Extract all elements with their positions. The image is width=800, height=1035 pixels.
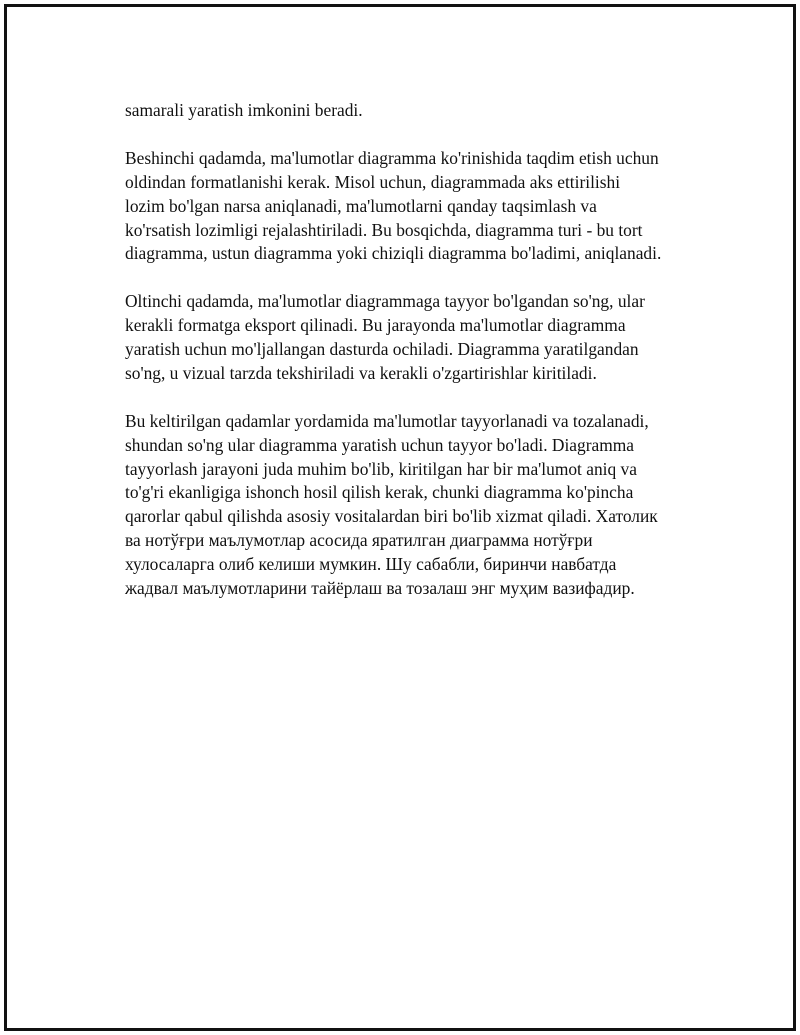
text-line: yaratish uchun mo'ljallangan dasturda ochiladi. Diagramma yaratilgandan [125,339,639,360]
text-line: Oltinchi qadamda, ma'lumotlar diagrammaga tayyor bo'lgandan so'ng, ular [125,291,645,312]
text-line: diagramma, ustun diagramma yoki chiziqli diagramma bo'ladimi, aniqlanadi. [125,243,662,264]
text-line: lozim bo'lgan narsa aniqlanadi, ma'lumotlarni qanday taqsimlash va [125,195,597,216]
text-line: kerakli formatga eksport qilinadi. Bu jarayonda ma'lumotlar diagramma [125,315,626,336]
text-line: shundan so'ng ular diagramma yaratish uchun tayyor bo'ladi. Diagramma [125,434,635,455]
text-line: tayyorlash jarayoni juda muhim bo'lib, kiritilgan har bir ma'lumot aniq va [125,458,637,479]
text-line: ko'rsatish lozimligi rejalashtiriladi. Bu bosqichda, diagramma turi - bu tort [125,219,643,240]
text-line: so'ng, u vizual tarzda tekshiriladi va kerakli o'zgartirishlar kiritiladi. [125,362,597,383]
text-line: Bu keltirilgan qadamlar yordamida ma'lumotlar tayyorlanadi va tozalanadi, [125,410,649,431]
paragraph-4 [125,410,705,601]
paragraph-1 [125,99,705,123]
paragraph-3 [125,290,705,386]
text-line: to'g'ri ekanligiga ishonch hosil qilish kerak, chunki diagramma ko'pincha [125,482,634,503]
text-line: хулосаларга олиб келиши мумкин. Шу сабабли, биринчи навбатда [125,554,617,575]
text-line: ва нотўғри маълумотлар асосида яратилган диаграмма нотўғри [125,530,593,551]
text-line: samarali yaratish imkonini beradi. [125,100,363,120]
text-line: oldindan formatlanishi kerak. Misol uchun, diagrammada aks ettirilishi [125,171,621,192]
paragraph-2 [125,147,705,267]
document-body [125,99,705,625]
text-line: qarorlar qabul qilishda asosiy vositalardan biri bo'lib xizmat qiladi. Хатолик [125,506,658,527]
text-line: Beshinchi qadamda, ma'lumotlar diagramma ko'rinishida taqdim etish uchun [125,147,659,168]
page-frame [4,4,796,1031]
text-line: жадвал маълумотларини тайёрлаш ва тозалаш энг муҳим вазифадир. [125,578,635,599]
